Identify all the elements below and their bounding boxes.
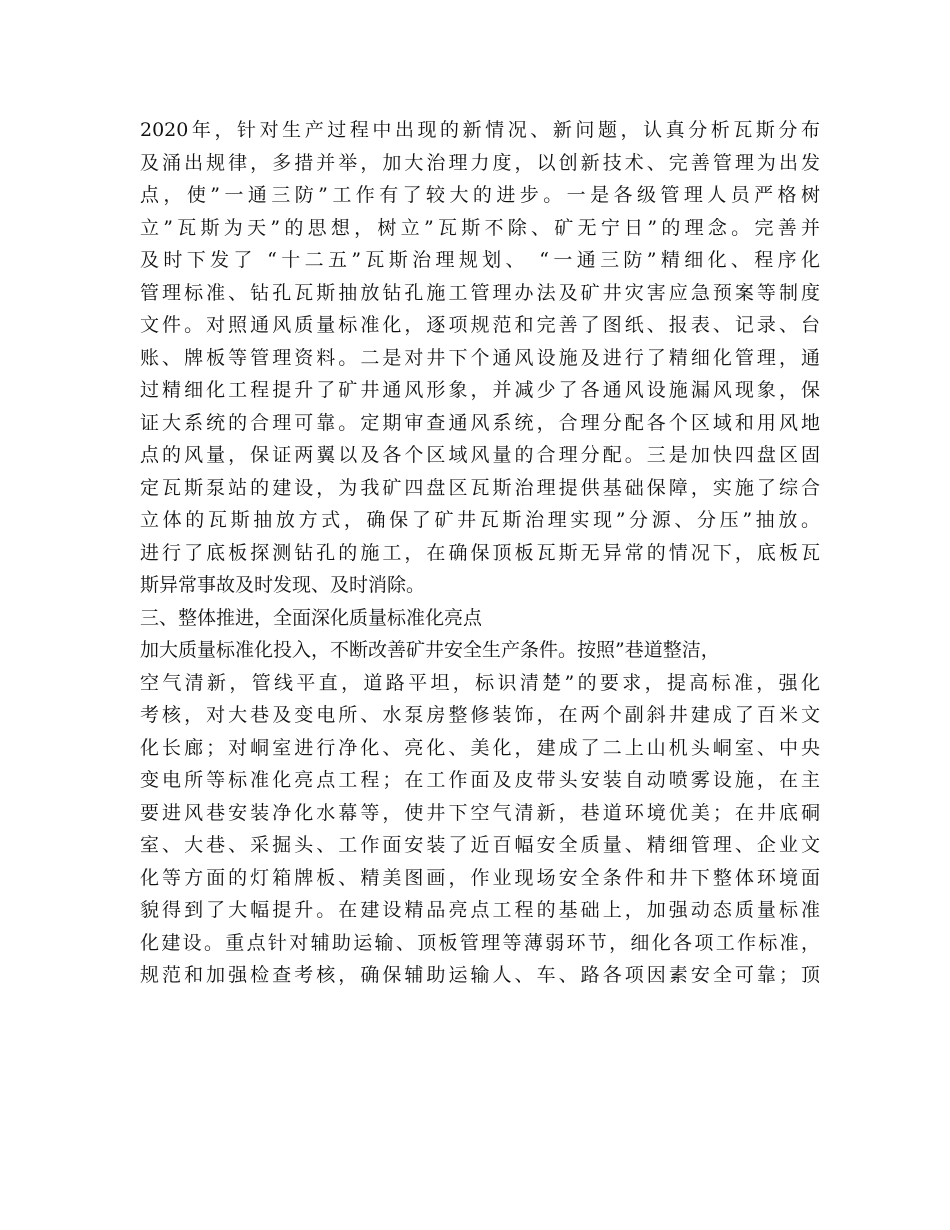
text-line: 变电所等标准化亮点工程；在工作面及皮带头安装自动喷雾设施，在主 (140, 769, 820, 791)
paragraph-gas-control (140, 114, 820, 602)
text-line: 考核，对大巷及变电所、水泵房整修装饰，在两个副斜井建成了百米文 (140, 704, 820, 726)
text-line: 斯异常事故及时发现、及时消除。 (140, 574, 426, 596)
text-line: 进行了底板探测钻孔的施工，在确保顶板瓦斯无异常的情况下，底板瓦 (140, 541, 820, 564)
text-line: 管理标准、钻孔瓦斯抽放钻孔施工管理办法及矿井灾害应急预案等制度 (140, 281, 820, 304)
text-line: 室、大巷、采掘头、工作面安装了近百幅安全质量、精细管理、企业文 (140, 834, 820, 856)
paragraph-quality-standardization (140, 634, 820, 992)
text-line: 账、牌板等管理资料。二是对井下个通风设施及进行了精细化管理，通 (140, 346, 820, 369)
text-line: 规范和加强检查考核，确保辅助运输人、车、路各项因素安全可靠；顶 (140, 964, 820, 986)
text-line: 点，使”一通三防”工作有了较大的进步。一是各级管理人员严格树 (140, 184, 820, 206)
text-line: 化建设。重点针对辅助运输、顶板管理等薄弱环节，细化各项工作标准， (140, 931, 820, 954)
text-line: 及涌出规律，多措并举，加大治理力度，以创新技术、完善管理为出发 (140, 151, 820, 174)
text-line: 化长廊；对峒室进行净化、亮化、美化，建成了二上山机头峒室、中央 (140, 736, 820, 759)
text-line: 立”瓦斯为天”的思想，树立”瓦斯不除、矿无宁日”的理念。完善并 (140, 216, 820, 239)
text-line: 要进风巷安装净化水幕等，使井下空气清新，巷道环境优美；在井底硐 (140, 801, 820, 824)
text-line: 貌得到了大幅提升。在建设精品亮点工程的基础上，加强动态质量标准 (140, 899, 820, 921)
section-heading: 三、整体推进，全面深化质量标准化亮点 (140, 606, 483, 629)
text-line: 定瓦斯泵站的建设，为我矿四盘区瓦斯治理提供基础保障，实施了综合 (140, 476, 820, 499)
text-line: 及时下发了 “十二五”瓦斯治理规划、 “一通三防”精细化、程序化 (140, 249, 820, 271)
text-line: 过精细化工程提升了矿井通风形象，并减少了各通风设施漏风现象，保 (140, 379, 820, 401)
text-line: 2020年，针对生产过程中出现的新情况、新问题，认真分析瓦斯分布 (140, 119, 820, 141)
text-line: 立体的瓦斯抽放方式，确保了矿井瓦斯治理实现”分源、分压”抽放。 (140, 509, 820, 531)
text-line: 加大质量标准化投入，不断改善矿井安全生产条件。按照”巷道整洁， (140, 639, 720, 661)
document-body (140, 114, 820, 992)
text-line: 空气清新，管线平直，道路平坦，标识清楚”的要求，提高标准，强化 (140, 671, 820, 694)
text-line: 证大系统的合理可靠。定期审查通风系统，合理分配各个区域和用风地 (140, 411, 820, 434)
text-line: 点的风量，保证两翼以及各个区域风量的合理分配。三是加快四盘区固 (140, 444, 820, 466)
text-line: 化等方面的灯箱牌板、精美图画，作业现场安全条件和井下整体环境面 (140, 866, 820, 889)
text-line: 文件。对照通风质量标准化，逐项规范和完善了图纸、报表、记录、台 (140, 314, 820, 336)
